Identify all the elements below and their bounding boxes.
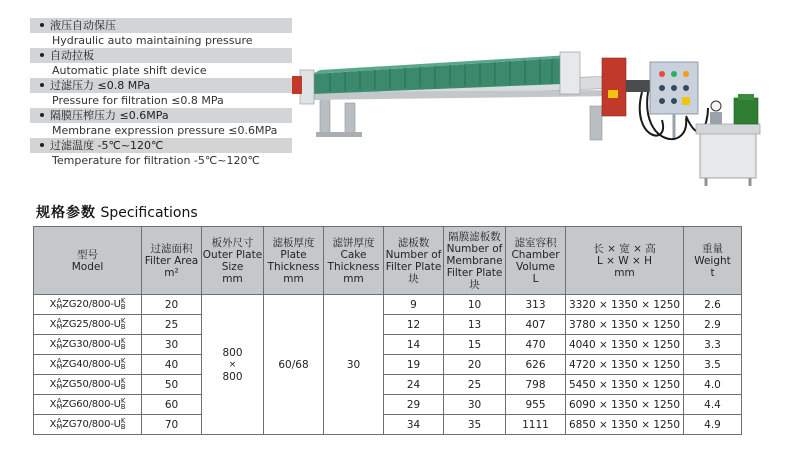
- col-header-weight: 重量 Weight t: [684, 227, 742, 295]
- cell-membrane-count: 20: [444, 355, 506, 375]
- table-header-row: [34, 227, 742, 295]
- cell-outer-size: 800 × 800: [202, 295, 264, 435]
- cell-volume: 407: [506, 315, 566, 335]
- tail-plate: [560, 52, 580, 94]
- cell-model: X A M ZG20/800-U K B: [34, 295, 142, 315]
- feature-cn: 过滤温度 -5℃~120℃: [50, 139, 164, 152]
- feature-cn: 自动拉板: [50, 49, 94, 62]
- feature-item: [30, 48, 292, 78]
- cell-volume: 955: [506, 395, 566, 415]
- table-row: [34, 375, 742, 395]
- cell-dimensions: 3320 × 1350 × 1250: [566, 295, 684, 315]
- bullet-icon: [40, 53, 44, 57]
- spec-heading-cn: 规格参数: [36, 205, 96, 221]
- hydraulic-frame: [602, 58, 626, 116]
- cell-cake-thickness: 30: [324, 295, 384, 435]
- indicator-light: [683, 71, 689, 77]
- cell-dimensions: 4040 × 1350 × 1250: [566, 335, 684, 355]
- control-button: [659, 98, 665, 104]
- feature-en: Membrane expression pressure ≤0.6MPa: [52, 124, 278, 137]
- cell-volume: 1111: [506, 415, 566, 435]
- col-header-volume: 滤室容积 Chamber Volume L: [506, 227, 566, 295]
- cell-plate-count: 14: [384, 335, 444, 355]
- head-plate: [300, 70, 314, 104]
- cell-membrane-count: 35: [444, 415, 506, 435]
- cell-dimensions: 5450 × 1350 × 1250: [566, 375, 684, 395]
- hydraulic-tank: [700, 132, 756, 178]
- table-row: [34, 415, 742, 435]
- indicator-light: [659, 71, 665, 77]
- cell-dimensions: 4720 × 1350 × 1250: [566, 355, 684, 375]
- feature-item: [30, 18, 292, 48]
- cell-area: 30: [142, 335, 202, 355]
- warning-label: [608, 90, 618, 98]
- cell-membrane-count: 15: [444, 335, 506, 355]
- cell-model: X A M ZG50/800-U K B: [34, 375, 142, 395]
- cell-volume: 470: [506, 335, 566, 355]
- cell-volume: 313: [506, 295, 566, 315]
- cell-dimensions: 3780 × 1350 × 1250: [566, 315, 684, 335]
- spec-table: [33, 226, 742, 435]
- col-header-membrane-count: 隔膜滤板数 Number of Membrane Filter Plate 块: [444, 227, 506, 295]
- cell-area: 40: [142, 355, 202, 375]
- cell-plate-count: 9: [384, 295, 444, 315]
- feature-en: Hydraulic auto maintaining pressure: [52, 34, 253, 47]
- cell-weight: 2.6: [684, 295, 742, 315]
- cell-membrane-count: 10: [444, 295, 506, 315]
- control-button: [683, 85, 689, 91]
- indicator-light: [671, 71, 677, 77]
- cell-volume: 798: [506, 375, 566, 395]
- cell-model: X A M ZG40/800-U K B: [34, 355, 142, 375]
- cell-weight: 4.0: [684, 375, 742, 395]
- machine-leg: [345, 103, 355, 135]
- spec-heading: [36, 202, 198, 222]
- table-row: [34, 395, 742, 415]
- machine-leg: [590, 106, 602, 140]
- cell-membrane-count: 25: [444, 375, 506, 395]
- cell-model: X A M ZG30/800-U K B: [34, 335, 142, 355]
- cell-weight: 4.4: [684, 395, 742, 415]
- table-row: [34, 335, 742, 355]
- feature-item: [30, 78, 292, 108]
- bullet-icon: [40, 23, 44, 27]
- cell-membrane-count: 13: [444, 315, 506, 335]
- col-header-area: 过滤面积 Filter Area m²: [142, 227, 202, 295]
- machine-leg: [316, 132, 362, 137]
- cell-model: X A M ZG25/800-U K B: [34, 315, 142, 335]
- table-row: [34, 295, 742, 315]
- filter-press-image: [290, 28, 772, 188]
- col-header-dimensions: 长 × 宽 × 高 L × W × H mm: [566, 227, 684, 295]
- feature-list: [30, 18, 292, 168]
- red-end-plate: [292, 76, 302, 94]
- table-body: [34, 295, 742, 435]
- cell-plate-count: 34: [384, 415, 444, 435]
- feature-item: [30, 108, 292, 138]
- control-button: [659, 85, 665, 91]
- feature-en: Pressure for filtration ≤0.8 MPa: [52, 94, 224, 107]
- col-header-outer-size: 板外尺寸 Outer Plate Size mm: [202, 227, 264, 295]
- cell-area: 25: [142, 315, 202, 335]
- cell-area: 60: [142, 395, 202, 415]
- table-row: [34, 315, 742, 335]
- hydraulic-cylinder: [626, 80, 652, 92]
- feature-cn: 液压自动保压: [50, 19, 116, 32]
- cell-plate-count: 29: [384, 395, 444, 415]
- hydraulic-tank-top: [696, 124, 760, 134]
- bullet-icon: [40, 83, 44, 87]
- cell-model: X A M ZG70/800-U K B: [34, 415, 142, 435]
- table-row: [34, 355, 742, 375]
- spec-heading-en: Specifications: [100, 205, 198, 221]
- cell-membrane-count: 30: [444, 395, 506, 415]
- cell-model: X A M ZG60/800-U K B: [34, 395, 142, 415]
- cell-dimensions: 6850 × 1350 × 1250: [566, 415, 684, 435]
- bullet-icon: [40, 113, 44, 117]
- machine-leg: [320, 98, 330, 136]
- cell-plate-count: 24: [384, 375, 444, 395]
- motor-cap: [738, 94, 754, 100]
- cell-plate-thickness: 60/68: [264, 295, 324, 435]
- control-button: [671, 85, 677, 91]
- control-button: [671, 98, 677, 104]
- cell-weight: 2.9: [684, 315, 742, 335]
- feature-cn: 隔膜压榨压力 ≤0.6MPa: [50, 109, 169, 122]
- col-header-plate-thickness: 滤板厚度 Plate Thickness mm: [264, 227, 324, 295]
- pressure-gauge-icon: [711, 101, 721, 111]
- cell-volume: 626: [506, 355, 566, 375]
- warning-label: [682, 97, 690, 105]
- col-header-plate-count: 滤板数 Number of Filter Plate 块: [384, 227, 444, 295]
- feature-en: Temperature for filtration -5℃~120℃: [52, 154, 260, 167]
- cell-area: 50: [142, 375, 202, 395]
- cell-weight: 3.5: [684, 355, 742, 375]
- motor: [734, 98, 758, 124]
- cell-area: 70: [142, 415, 202, 435]
- feature-item: [30, 138, 292, 168]
- cell-weight: 3.3: [684, 335, 742, 355]
- cell-dimensions: 6090 × 1350 × 1250: [566, 395, 684, 415]
- col-header-model: 型号 Model: [34, 227, 142, 295]
- feature-en: Automatic plate shift device: [52, 64, 207, 77]
- cell-area: 20: [142, 295, 202, 315]
- cell-weight: 4.9: [684, 415, 742, 435]
- bullet-icon: [40, 143, 44, 147]
- col-header-cake-thickness: 滤饼厚度 Cake Thickness mm: [324, 227, 384, 295]
- feature-cn: 过滤压力 ≤0.8 MPa: [50, 79, 151, 92]
- cell-plate-count: 12: [384, 315, 444, 335]
- cell-plate-count: 19: [384, 355, 444, 375]
